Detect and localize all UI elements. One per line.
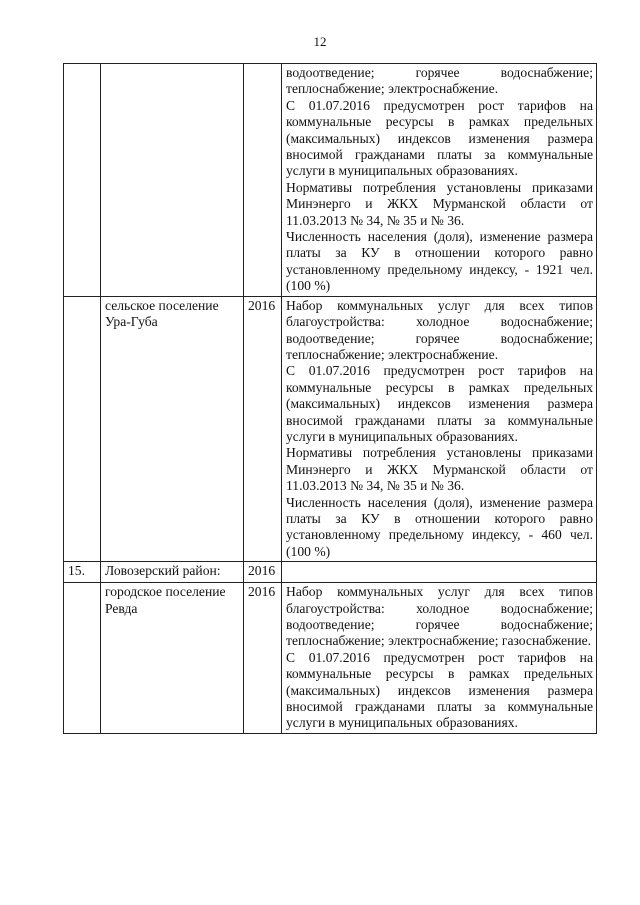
year: 2016 (244, 296, 282, 562)
table-row (64, 562, 597, 583)
description-cell (282, 296, 597, 562)
paragraph: Численность населения (доля), изменение размера платы за КУ в отношении которого равно установленному предельному индексу, - 1921 чел. (100 %) (286, 229, 593, 294)
row-number (64, 296, 101, 562)
paragraph: Нормативы потребления установлены приказами Минэнерго и ЖКХ Мурманской области от 11.03.2013 № 34, № 35 и № 36. (286, 445, 593, 494)
municipality-name (101, 64, 244, 297)
description-cell (282, 562, 597, 583)
municipality-name: сельское поселение Ура-Губа (101, 296, 244, 562)
row-number (64, 583, 101, 734)
table-row (64, 296, 597, 562)
description-cell (282, 64, 597, 297)
description-cell (282, 583, 597, 734)
paragraph: Численность населения (доля), изменение размера платы за КУ в отношении которого равно установленному предельному индексу, - 460 чел. (100 %) (286, 494, 593, 559)
table-row (64, 64, 597, 297)
municipality-name: Ловозерский район: (101, 562, 244, 583)
year: 2016 (244, 562, 282, 583)
paragraph: С 01.07.2016 предусмотрен рост тарифов на коммунальные ресурсы в рамках предельных (максимальных) индексов изменения размера вносимой гражданами платы за коммунальные услуги в муниципальных образованиях. (286, 363, 593, 444)
paragraph: водоотведение; горячее водоснабжение; теплоснабжение; электроснабжение. (286, 65, 593, 97)
paragraph: С 01.07.2016 предусмотрен рост тарифов на коммунальные ресурсы в рамках предельных (максимальных) индексов изменения размера вносимой гражданами платы за коммунальные услуги в муниципальных образованиях. (286, 649, 593, 731)
paragraph: Набор коммунальных услуг для всех типов благоустройства: холодное водоснабжение; водоотведение; горячее водоснабжение; теплоснабжение; электроснабжение. (286, 297, 593, 362)
paragraph: Набор коммунальных услуг для всех типов благоустройства: холодное водоснабжение; водоотведение; горячее водоснабжение; теплоснабжение; электроснабжение; газоснабжение. (286, 584, 593, 649)
municipality-name: городское поселение Ревда (101, 583, 244, 734)
page-number: 12 (313, 34, 327, 49)
year: 2016 (244, 583, 282, 734)
tariff-table (63, 63, 597, 734)
year (244, 64, 282, 297)
paragraph: Нормативы потребления установлены приказами Минэнерго и ЖКХ Мурманской области от 11.03.2013 № 34, № 35 и № 36. (286, 179, 593, 228)
table-row (64, 583, 597, 734)
row-number (64, 64, 101, 297)
paragraph: С 01.07.2016 предусмотрен рост тарифов на коммунальные ресурсы в рамках предельных (максимальных) индексов изменения размера вносимой гражданами платы за коммунальные услуги в муниципальных образованиях. (286, 97, 593, 179)
row-number: 15. (64, 562, 101, 583)
